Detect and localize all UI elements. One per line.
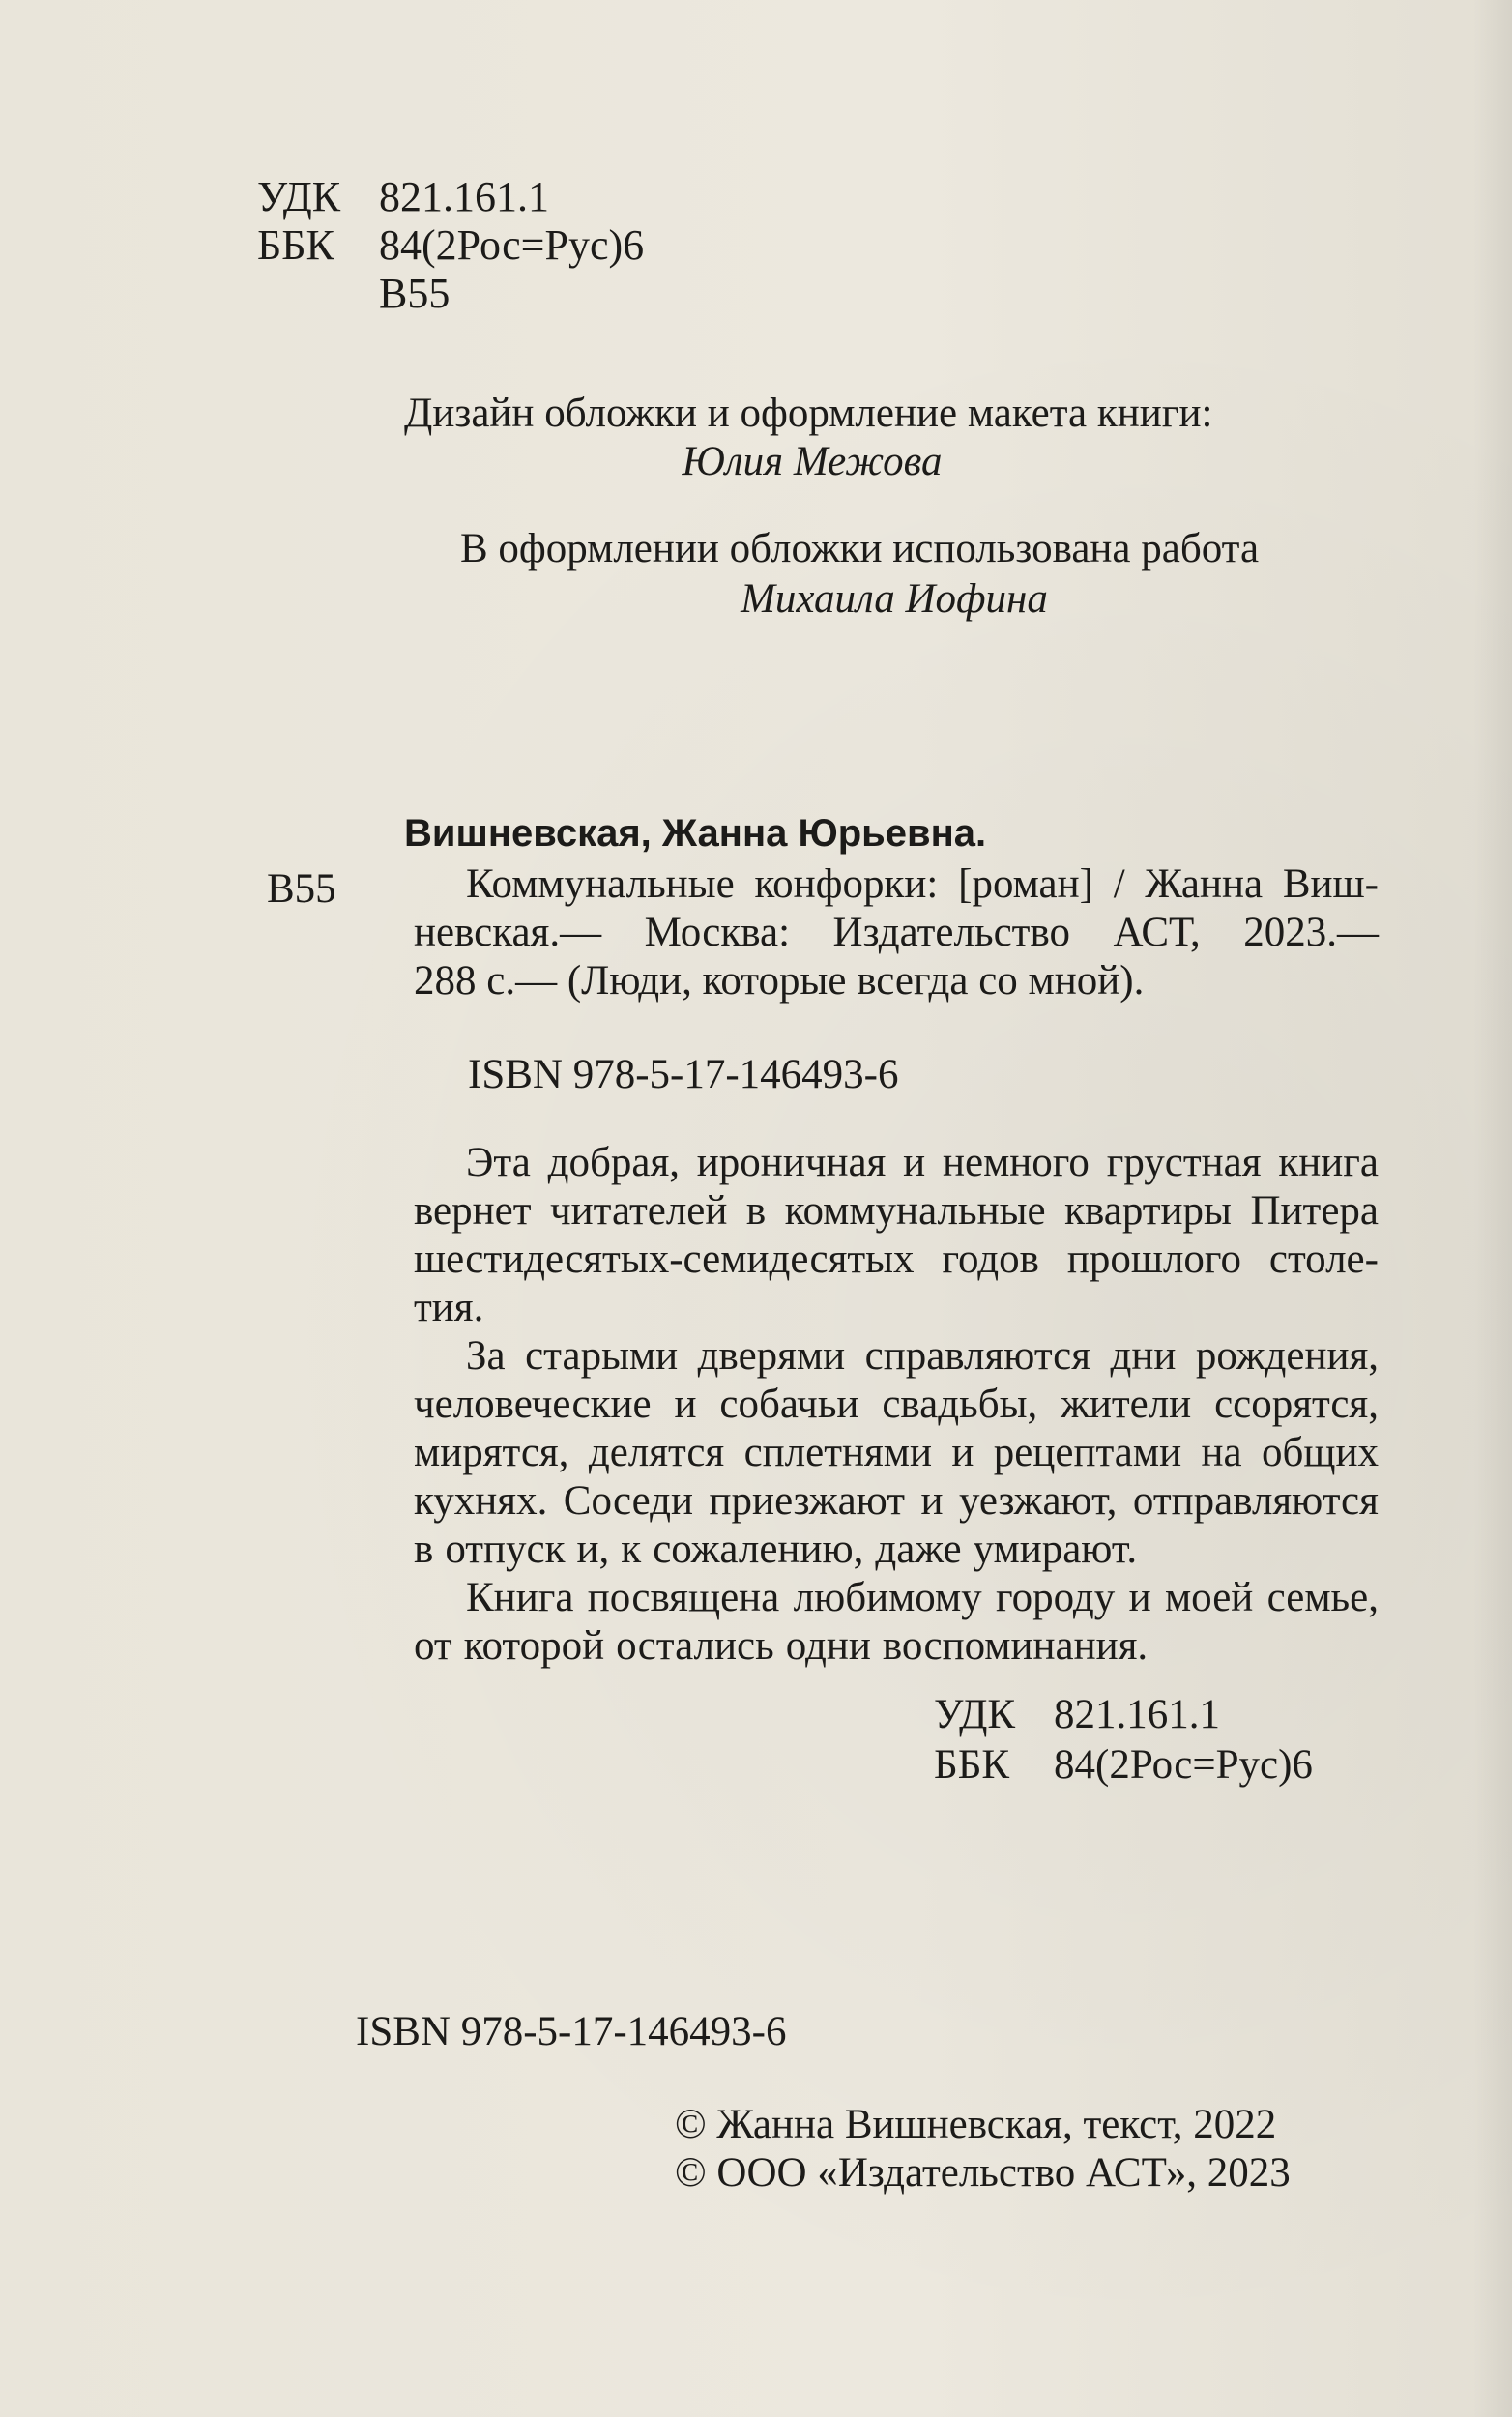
word: в xyxy=(414,1527,434,1572)
biblio-description xyxy=(414,860,1379,1005)
word: ссорятся, xyxy=(1214,1382,1379,1427)
word: отправляются xyxy=(1132,1478,1379,1524)
biblio-line xyxy=(414,957,1379,1005)
word: семье, xyxy=(1266,1575,1379,1620)
word: дни xyxy=(1110,1333,1177,1379)
word: Книга xyxy=(466,1575,574,1620)
word: Жанна xyxy=(1145,861,1264,907)
word: и xyxy=(674,1382,697,1427)
word: и xyxy=(903,1140,926,1185)
annotation-line xyxy=(414,1381,1379,1429)
udk-value-bottom: 821.161.1 xyxy=(1054,1692,1220,1737)
bbk-value: 84(2Рос=Рус)6 xyxy=(379,221,645,269)
word: и xyxy=(951,1430,974,1475)
word: остались xyxy=(616,1623,774,1669)
word: старыми xyxy=(525,1333,679,1379)
word: сожалению, xyxy=(653,1527,864,1572)
word: человеческие xyxy=(414,1382,652,1427)
udk-label-bottom: УДК xyxy=(934,1692,1016,1737)
word: невская.— xyxy=(414,910,602,955)
word: столе- xyxy=(1268,1237,1379,1282)
annotation-line xyxy=(414,1236,1379,1284)
word: делятся xyxy=(588,1430,725,1475)
word: собачьи xyxy=(719,1382,859,1427)
word: дверями xyxy=(697,1333,846,1379)
annotation-line xyxy=(414,1139,1379,1187)
word: любимому xyxy=(793,1575,982,1620)
word: шестидесятых-семидесятых xyxy=(414,1237,915,1282)
word: общих xyxy=(1261,1430,1379,1475)
word: рецептами xyxy=(993,1430,1182,1475)
bbk-label: ББК xyxy=(257,221,334,269)
word: / xyxy=(1113,861,1125,907)
word: свадьбы, xyxy=(882,1382,1038,1427)
word: рождения, xyxy=(1195,1333,1379,1379)
word: в xyxy=(745,1188,767,1234)
word: Издательство xyxy=(832,910,1070,955)
word: квартиры xyxy=(1064,1188,1232,1234)
series-line: 288 с.— (Люди, которые всегда со мной). xyxy=(414,958,1145,1004)
isbn-footer: ISBN 978-5-17-146493-6 xyxy=(356,2009,787,2054)
udk-label: УДК xyxy=(257,173,341,220)
word: одни xyxy=(785,1623,871,1669)
word: от xyxy=(414,1623,452,1669)
annotation-line xyxy=(414,1332,1379,1381)
word: и, xyxy=(576,1527,610,1572)
word: к xyxy=(621,1527,642,1572)
page-edge-shadow xyxy=(1473,0,1512,2417)
word: мирятся, xyxy=(414,1430,569,1475)
word: на xyxy=(1201,1430,1242,1475)
word: немного xyxy=(942,1140,1090,1185)
word: конфорки: xyxy=(754,861,939,907)
word: Москва: xyxy=(644,910,791,955)
word: приезжают xyxy=(709,1478,906,1524)
annotation-line xyxy=(414,1622,1379,1671)
annotation-line xyxy=(414,1526,1379,1574)
udk-value: 821.161.1 xyxy=(379,173,549,220)
word: 2023.— xyxy=(1243,910,1379,955)
design-credit-name: Юлия Межова xyxy=(682,439,943,484)
word: умирают. xyxy=(973,1527,1138,1572)
side-author-mark: В55 xyxy=(267,866,336,912)
cover-credit-name: Михаила Иофина xyxy=(741,576,1048,622)
word: моей xyxy=(1164,1575,1254,1620)
annotation-line xyxy=(414,1477,1379,1526)
word: тия. xyxy=(414,1285,484,1330)
word: уезжают, xyxy=(959,1478,1118,1524)
design-credit-label: Дизайн обложки и оформление макета книги: xyxy=(404,391,1213,436)
word: вернет xyxy=(414,1188,532,1234)
word: и xyxy=(920,1478,944,1524)
word: посвящена xyxy=(587,1575,780,1620)
word: которой xyxy=(463,1623,605,1669)
word: Эта xyxy=(466,1140,531,1185)
bbk-value-bottom: 84(2Рос=Рус)6 xyxy=(1054,1742,1313,1788)
word: отпуск xyxy=(445,1527,566,1572)
annotation-paragraph-1 xyxy=(414,1139,1379,1332)
annotation-line xyxy=(414,1284,1379,1332)
word: прошлого xyxy=(1066,1237,1241,1282)
copyright-publisher: © ООО «Издательство АСТ», 2023 xyxy=(675,2150,1291,2196)
copyright-text: © Жанна Вишневская, текст, 2022 xyxy=(675,2102,1277,2147)
author-mark: В55 xyxy=(379,270,451,317)
word: ироничная xyxy=(696,1140,887,1185)
annotation-line xyxy=(414,1187,1379,1236)
word: Питера xyxy=(1250,1188,1379,1234)
word: городу xyxy=(996,1575,1116,1620)
word: справляются xyxy=(864,1333,1091,1379)
author-heading: Вишневская, Жанна Юрьевна. xyxy=(404,812,987,855)
cover-credit-label: В оформлении обложки использована работа xyxy=(460,526,1260,571)
word: За xyxy=(466,1333,506,1379)
word: [роман] xyxy=(958,861,1093,907)
word: кухнях. xyxy=(414,1478,548,1524)
word: коммунальные xyxy=(784,1188,1046,1234)
annotation-paragraph-2 xyxy=(414,1332,1379,1574)
word: АСТ, xyxy=(1113,910,1201,955)
word: Виш- xyxy=(1282,861,1379,907)
biblio-line xyxy=(414,909,1379,957)
word: даже xyxy=(875,1527,962,1572)
word: воспоминания. xyxy=(882,1623,1149,1669)
biblio-line xyxy=(414,860,1379,909)
word: добрая, xyxy=(547,1140,680,1185)
word: грустная xyxy=(1106,1140,1262,1185)
word: читателей xyxy=(550,1188,728,1234)
word: Соседи xyxy=(563,1478,694,1524)
annotation-paragraph-3 xyxy=(414,1574,1379,1671)
bbk-label-bottom: ББК xyxy=(934,1742,1010,1788)
isbn-record: ISBN 978-5-17-146493-6 xyxy=(468,1052,899,1097)
word: и xyxy=(1128,1575,1151,1620)
annotation-line xyxy=(414,1574,1379,1622)
word: книга xyxy=(1278,1140,1379,1185)
word: сплетнями xyxy=(743,1430,933,1475)
word: годов xyxy=(942,1237,1039,1282)
word: Коммунальные xyxy=(466,861,735,907)
word: жители xyxy=(1061,1382,1192,1427)
annotation-line xyxy=(414,1429,1379,1477)
